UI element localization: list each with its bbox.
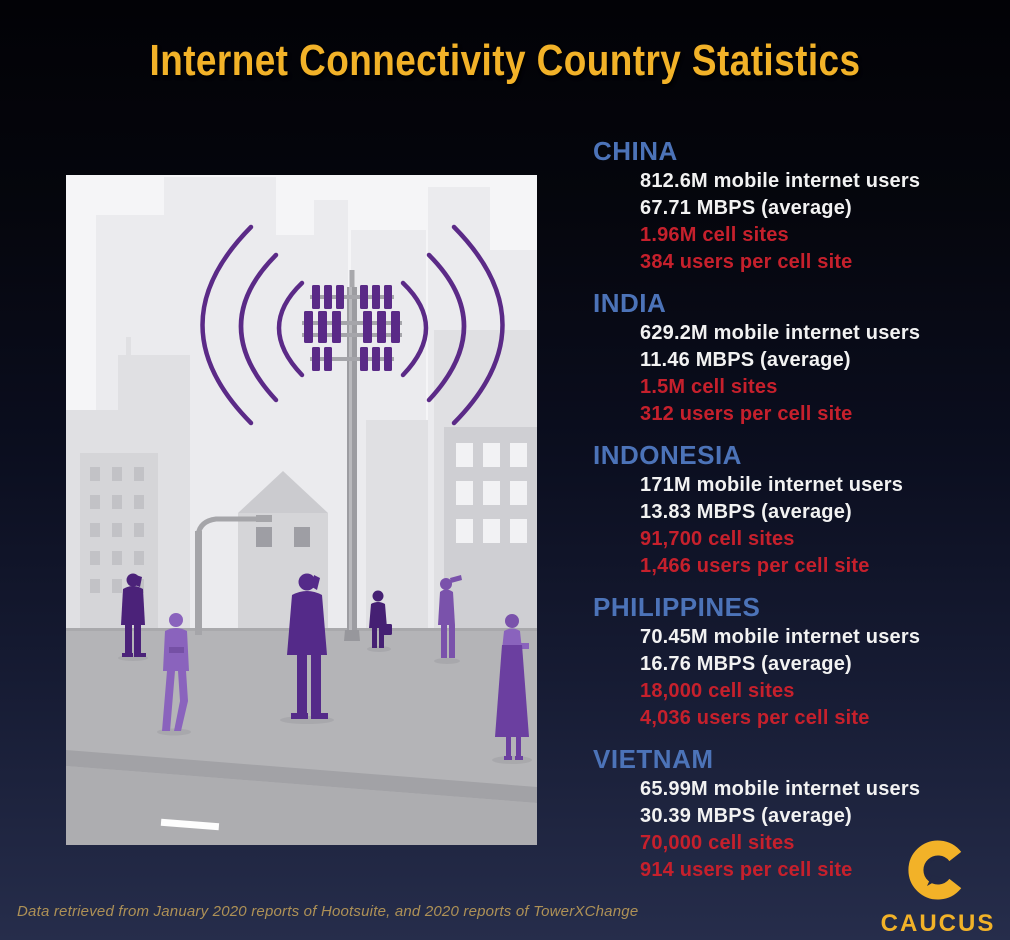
cell-tower-illustration — [66, 175, 537, 845]
caucus-logo — [866, 838, 1010, 938]
caucus-c-speech-bubble-icon — [903, 838, 973, 904]
stat-average-speed: 13.83 MBPS (average) — [640, 501, 852, 523]
country-name: INDIA — [593, 288, 667, 318]
country-section-china — [593, 136, 1010, 276]
stat-users-per-site: 4,036 users per cell site — [640, 707, 870, 729]
stat-cell-sites: 91,700 cell sites — [640, 528, 795, 550]
country-section-india — [593, 288, 1010, 428]
stat-mobile-users: 171M mobile internet users — [640, 474, 904, 496]
country-statistics-column — [593, 136, 1010, 896]
stat-users-per-site: 312 users per cell site — [640, 403, 853, 425]
country-section-indonesia — [593, 440, 1010, 580]
country-section-philippines — [593, 592, 1010, 732]
page-title: Internet Connectivity Country Statistics — [149, 36, 861, 85]
country-name: PHILIPPINES — [593, 592, 761, 622]
country-name: CHINA — [593, 136, 678, 166]
stat-mobile-users: 812.6M mobile internet users — [640, 170, 921, 192]
stat-users-per-site: 384 users per cell site — [640, 251, 853, 273]
stat-users-per-site: 914 users per cell site — [640, 859, 853, 881]
stat-mobile-users: 70.45M mobile internet users — [640, 626, 921, 648]
data-source-note: Data retrieved from January 2020 reports of Hootsuite, and 2020 reports of TowerXChange — [17, 903, 639, 920]
stat-mobile-users: 65.99M mobile internet users — [640, 778, 921, 800]
caucus-logo-text: CAUCUS — [880, 910, 996, 937]
stat-average-speed: 30.39 MBPS (average) — [640, 805, 852, 827]
country-name: VIETNAM — [593, 744, 714, 774]
stat-mobile-users: 629.2M mobile internet users — [640, 322, 921, 344]
stat-average-speed: 67.71 MBPS (average) — [640, 197, 852, 219]
stat-cell-sites: 70,000 cell sites — [640, 832, 795, 854]
stat-cell-sites: 1.96M cell sites — [640, 224, 789, 246]
stat-cell-sites: 18,000 cell sites — [640, 680, 795, 702]
stat-users-per-site: 1,466 users per cell site — [640, 555, 870, 577]
stat-average-speed: 11.46 MBPS (average) — [640, 349, 851, 371]
stat-cell-sites: 1.5M cell sites — [640, 376, 778, 398]
stat-average-speed: 16.76 MBPS (average) — [640, 653, 852, 675]
country-name: INDONESIA — [593, 440, 742, 470]
